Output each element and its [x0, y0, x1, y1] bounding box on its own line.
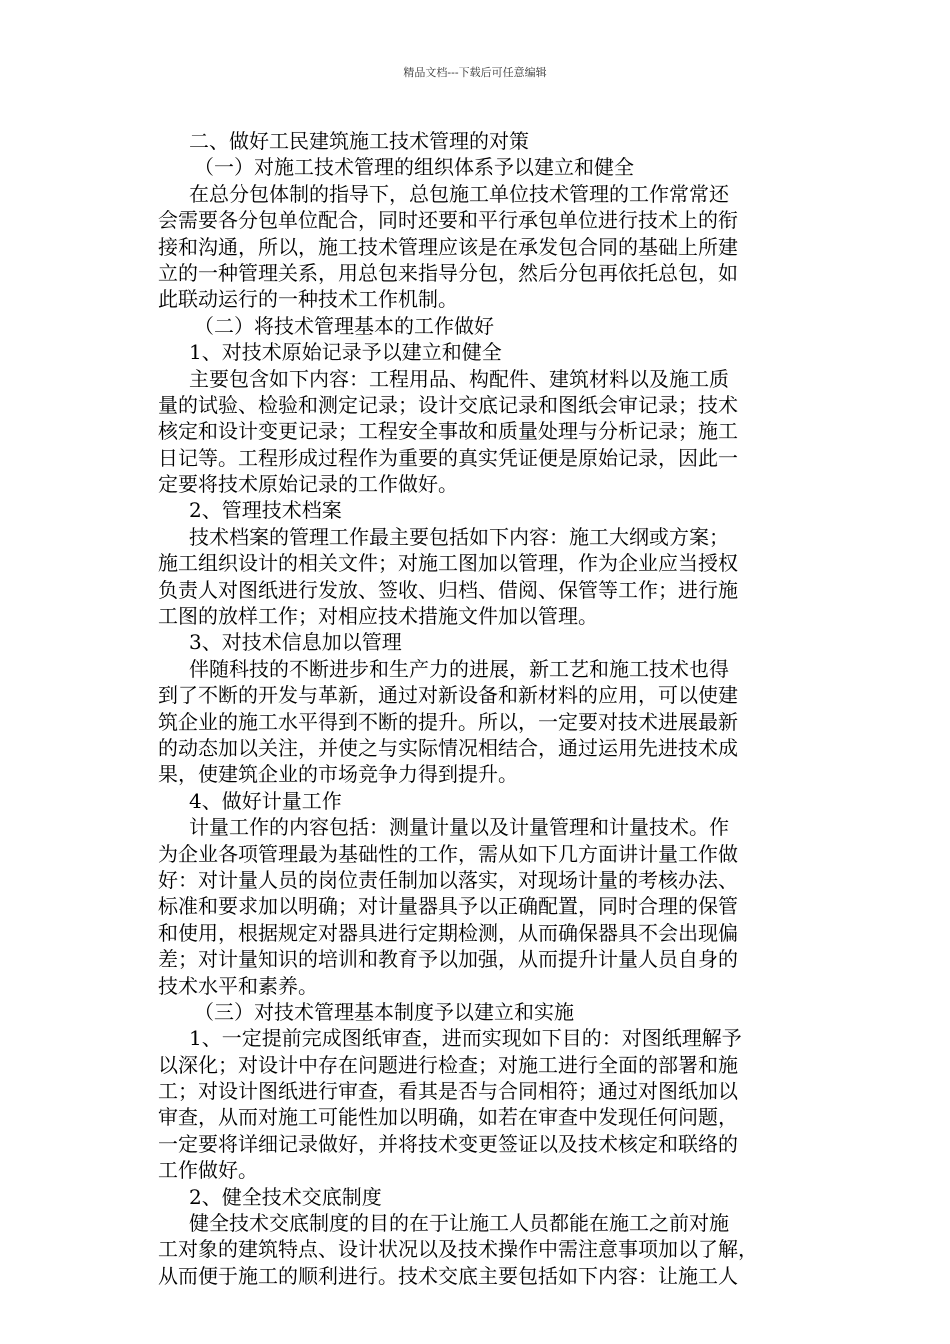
text-line: 立的一种管理关系，用总包来指导分包，然后分包再依托总包，如 — [158, 260, 738, 285]
text-line: （二）将技术管理基本的工作做好 — [194, 313, 494, 338]
page-header: 精品文档---下载后可任意编辑 — [403, 66, 547, 79]
text-line: 技术档案的管理工作最主要包括如下内容：施工大纲或方案； — [189, 524, 729, 549]
text-line: 好：对计量人员的岗位责任制加以落实，对现场计量的考核办法、 — [158, 867, 738, 892]
text-line: 定要将技术原始记录的工作做好。 — [158, 472, 458, 497]
text-line: 2、健全技术交底制度 — [189, 1184, 382, 1209]
text-line: 主要包含如下内容：工程用品、构配件、建筑材料以及施工质 — [189, 366, 729, 391]
text-line: 的动态加以关注，并使之与实际情况相结合，通过运用先进技术成 — [158, 735, 738, 760]
text-line: 量的试验、检验和测定记录；设计交底记录和图纸会审记录；技术 — [158, 392, 738, 417]
text-line: 会需要各分包单位配合，同时还要和平行承包单位进行技术上的衔 — [158, 208, 738, 233]
text-line: 工对象的建筑特点、设计状况以及技术操作中需注意事项加以了解， — [158, 1237, 758, 1262]
text-line: 负责人对图纸进行发放、签收、归档、借阅、保管等工作；进行施 — [158, 577, 738, 602]
text-line: 2、管理技术档案 — [189, 498, 342, 523]
text-line: 1、一定提前完成图纸审查，进而实现如下目的：对图纸理解予 — [189, 1026, 742, 1051]
text-line: （一）对施工技术管理的组织体系予以建立和健全 — [194, 155, 634, 180]
text-line: 接和沟通，所以，施工技术管理应该是在承发包合同的基础上所建 — [158, 234, 738, 259]
text-line: 4、做好计量工作 — [189, 788, 342, 813]
text-line: 以深化；对设计中存在问题进行检查；对施工进行全面的部署和施 — [158, 1052, 738, 1077]
text-line: 差；对计量知识的培训和教育予以加强，从而提升计量人员自身的 — [158, 947, 738, 972]
text-line: 伴随科技的不断进步和生产力的进展，新工艺和施工技术也得 — [189, 656, 729, 681]
text-line: 施工组织设计的相关文件；对施工图加以管理，作为企业应当授权 — [158, 551, 738, 576]
text-line: 核定和设计变更记录；工程安全事故和质量处理与分析记录；施工 — [158, 419, 738, 444]
text-line: （三）对技术管理基本制度予以建立和实施 — [194, 999, 574, 1024]
text-line: 工；对设计图纸进行审查，看其是否与合同相符；通过对图纸加以 — [158, 1079, 738, 1104]
text-line: 审查，从而对施工可能性加以明确，如若在审查中发现任何问题， — [158, 1105, 738, 1130]
document-body — [158, 128, 798, 1289]
text-line: 二、做好工民建筑施工技术管理的对策 — [189, 129, 529, 153]
text-line: 在总分包体制的指导下，总包施工单位技术管理的工作常常还 — [189, 181, 729, 206]
text-line: 日记等。工程形成过程作为重要的真实凭证便是原始记录，因此一 — [158, 445, 738, 470]
text-line: 工作做好。 — [158, 1158, 258, 1183]
text-line: 3、对技术信息加以管理 — [189, 630, 402, 655]
text-line: 标准和要求加以明确；对计量器具予以正确配置，同时合理的保管 — [158, 894, 738, 919]
text-line: 到了不断的开发与革新，通过对新设备和新材料的应用，可以使建 — [158, 683, 738, 708]
text-line: 和使用，根据规定对器具进行定期检测，从而确保器具不会出现偏 — [158, 920, 738, 945]
text-line: 一定要将详细记录做好，并将技术变更签证以及技术核定和联络的 — [158, 1131, 738, 1156]
text-line: 果，使建筑企业的市场竞争力得到提升。 — [158, 762, 518, 787]
text-line: 计量工作的内容包括：测量计量以及计量管理和计量技术。作 — [189, 815, 729, 840]
text-line: 1、对技术原始记录予以建立和健全 — [189, 340, 502, 365]
text-line: 此联动运行的一种技术工作机制。 — [158, 287, 458, 312]
text-line: 工图的放样工作；对相应技术措施文件加以管理。 — [158, 604, 598, 629]
text-line: 为企业各项管理最为基础性的工作，需从如下几方面讲计量工作做 — [158, 841, 738, 866]
text-line: 技术水平和素养。 — [158, 973, 318, 998]
text-line: 从而便于施工的顺利进行。技术交底主要包括如下内容：让施工人 — [158, 1263, 738, 1288]
text-line: 筑企业的施工水平得到不断的提升。所以，一定要对技术进展最新 — [158, 709, 738, 734]
text-line: 健全技术交底制度的目的在于让施工人员都能在施工之前对施 — [189, 1211, 729, 1236]
